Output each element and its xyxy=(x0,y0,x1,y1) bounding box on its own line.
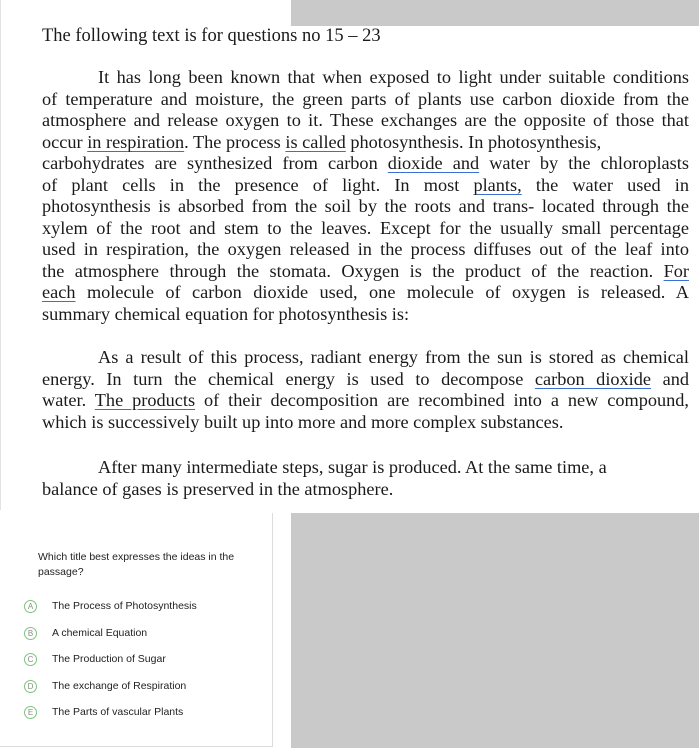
underlined-phrase: For xyxy=(663,260,689,281)
option-label: The Production of Sugar xyxy=(52,653,166,665)
underlined-phrase: is called xyxy=(285,131,346,152)
text-span: of plant cells in the presence of light. In most xyxy=(42,174,460,195)
passage-line: It has long been known that when exposed to light under suitable conditions xyxy=(98,67,689,87)
passage-line xyxy=(42,153,689,175)
underlined-phrase: The products xyxy=(94,390,196,410)
text-span: occur xyxy=(42,131,83,152)
text-span: energy. In turn the chemical energy is used to decompose xyxy=(42,368,524,389)
passage-paragraph-3 xyxy=(42,457,689,500)
answer-option-d[interactable] xyxy=(24,678,186,694)
answer-option-a[interactable] xyxy=(24,598,197,614)
underlined-phrase: each xyxy=(42,282,76,302)
option-label: The exchange of Respiration xyxy=(52,680,187,692)
passage-paragraph-2 xyxy=(42,347,689,433)
passage-line xyxy=(42,261,689,283)
option-label: The Parts of vascular Plants xyxy=(52,706,184,718)
text-span: photosynthesis. In photosynthesis, xyxy=(350,131,602,152)
underlined-phrase: carbon dioxide xyxy=(534,368,652,389)
answer-option-e[interactable] xyxy=(24,704,183,720)
passage-line xyxy=(42,369,689,391)
passage-line: atmosphere and release oxygen to it. These exchanges are the opposite of those that xyxy=(42,110,689,130)
question-card xyxy=(0,513,273,747)
option-bubble-icon[interactable]: B xyxy=(24,627,37,640)
option-label: A chemical Equation xyxy=(52,627,148,639)
passage-line: used in respiration, the oxygen released in the process diffuses out of the leaf into xyxy=(42,239,689,259)
option-label: The Process of Photosynthesis xyxy=(52,600,197,612)
passage-line: which is successively built up into more and more complex substances. xyxy=(42,411,564,432)
passage-line xyxy=(42,132,689,154)
underlined-phrase: plants, xyxy=(473,174,522,195)
passage-paragraph-1 xyxy=(42,67,689,325)
text-span: the atmosphere through the stomata. Oxygen is the product of the reaction. xyxy=(42,260,654,281)
answer-option-b[interactable] xyxy=(24,625,147,641)
passage-line: After many intermediate steps, sugar is produced. At the same time, a xyxy=(98,457,607,477)
option-bubble-icon[interactable]: C xyxy=(24,653,37,666)
passage-line: balance of gases is preserved in the atmosphere. xyxy=(42,478,394,499)
underlined-phrase: dioxide and xyxy=(387,153,480,173)
passage-line xyxy=(42,175,689,197)
gray-panel-bottom xyxy=(291,513,699,748)
passage-line: xylem of the root and stem to the leaves. Except for the usually small percentage xyxy=(42,217,689,238)
text-span: . The process xyxy=(184,131,281,152)
text-span: carbohydrates are synthesized from carbon xyxy=(42,153,378,173)
text-span: molecule of carbon dioxide used, one molecule of oxygen is released. A xyxy=(86,282,689,302)
gray-panel-top xyxy=(291,0,699,26)
section-heading: The following text is for questions no 15 – 23 xyxy=(42,26,381,46)
passage-line: summary chemical equation for photosynthesis is: xyxy=(42,303,410,324)
question-text: Which title best expresses the ideas in the passage? xyxy=(38,551,235,578)
text-span: the water used in xyxy=(535,174,689,195)
text-span: water by the chloroplasts xyxy=(489,153,689,173)
page-edge xyxy=(0,0,1,510)
option-bubble-icon[interactable]: E xyxy=(24,706,37,719)
text-span: and xyxy=(662,368,689,389)
text-span: of their decomposition are recombined into a new compound, xyxy=(203,390,690,410)
passage-line: As a result of this process, radiant energy from the sun is stored as chemical xyxy=(98,347,689,367)
passage-line: photosynthesis is absorbed from the soil by the roots and trans- located through the xyxy=(42,196,689,216)
answer-option-c[interactable] xyxy=(24,651,166,667)
passage-line xyxy=(42,390,689,412)
underlined-phrase: in respiration xyxy=(87,131,185,152)
text-span: water. xyxy=(42,390,87,410)
passage-line xyxy=(42,282,689,304)
option-bubble-icon[interactable]: D xyxy=(24,680,37,693)
option-bubble-icon[interactable]: A xyxy=(24,600,37,613)
passage-line: of temperature and moisture, the green parts of plants use carbon dioxide from the xyxy=(42,88,689,109)
